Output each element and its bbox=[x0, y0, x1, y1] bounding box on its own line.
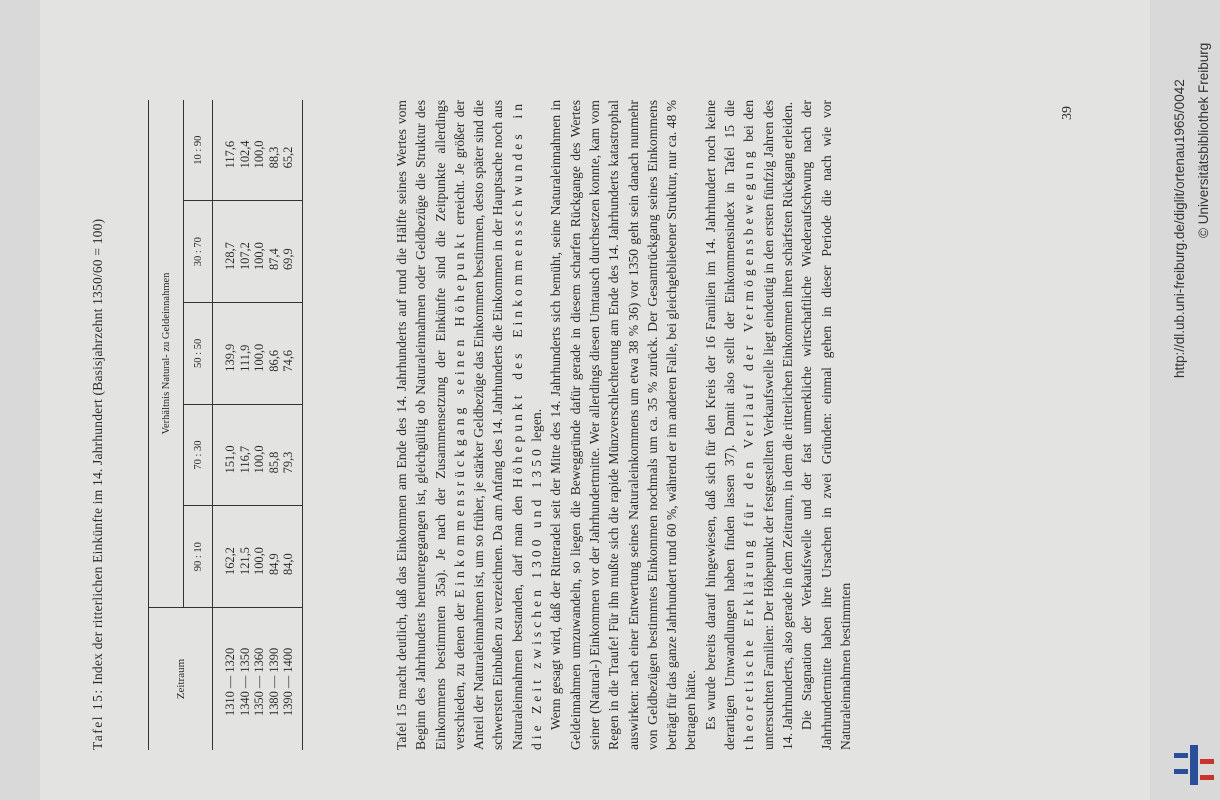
scanned-page bbox=[40, 0, 1150, 800]
side-url-container bbox=[1172, 8, 1194, 378]
value-cell: 86,6 bbox=[267, 303, 282, 405]
value-cell: 87,4 bbox=[267, 201, 282, 303]
period-cell: 1310 — 1320 bbox=[213, 608, 238, 751]
value-cell: 116,7 bbox=[238, 404, 253, 506]
table-row bbox=[267, 100, 282, 750]
text-run: Tafel 15 macht deutlich, daß das Einkommen am Ende des 14. Jahrhunderts auf rund die Hälfte seines Wertes vom Beginn des Jahrhunderts heruntergegangen ist, gleichgültig ob Naturaleinnahmen oder Geldbezüge die Struktur des Einkommens bestimmten 35a). Je nach der Zusammensetzung der Einkünfte sind die Zeitpunkte allerdings verschieden, zu denen der bbox=[394, 100, 467, 750]
value-cell: 107,2 bbox=[238, 201, 253, 303]
table-row bbox=[252, 100, 267, 750]
source-url[interactable]: http://dl.ub.uni-freiburg.de/diglit/ortenau1965/0042 bbox=[1172, 79, 1187, 378]
body-text bbox=[392, 100, 855, 750]
ratio-group-header: Verhältnis Natural- zu Geldeinnahmen bbox=[149, 100, 184, 608]
side-copyright-container bbox=[1196, 8, 1218, 238]
value-cell: 88,3 bbox=[267, 100, 282, 201]
value-cell: 65,2 bbox=[281, 100, 302, 201]
spaced-emphasis: Einkommensrückgang seinen Höhepunkt bbox=[451, 230, 467, 599]
value-cell: 121,5 bbox=[237, 547, 252, 575]
value-cell: 79,3 bbox=[281, 404, 302, 506]
table-row bbox=[238, 100, 253, 750]
period-cell: 1380 — 1390 bbox=[267, 608, 282, 751]
value-cell: 117,6 bbox=[213, 100, 238, 201]
table-caption bbox=[88, 80, 107, 750]
value-cell: 84,0 bbox=[281, 506, 302, 608]
period-cell: 1350 — 1360 bbox=[252, 608, 267, 751]
paragraph bbox=[701, 100, 797, 750]
value-cell: 100,0 bbox=[252, 547, 266, 575]
spaced-emphasis: Höhepunkt des Einkommensschwundes in die Zeit zwischen 1300 und 1350 bbox=[509, 100, 545, 750]
library-logo-icon bbox=[1172, 745, 1216, 785]
value-cell: 151,0 bbox=[213, 404, 238, 506]
table-row bbox=[281, 100, 302, 750]
value-cell: 100,0 bbox=[252, 303, 267, 405]
value-cell: 69,9 bbox=[281, 201, 302, 303]
zeitraum-header: Zeitraum bbox=[149, 608, 213, 751]
spaced-emphasis: theoretische Erklärung für den Verlauf der Vermögensbewegung bbox=[741, 147, 757, 750]
page-number: 39 bbox=[1060, 106, 1075, 120]
paragraph: Die Stagnation der Verkaufswelle und der fast unmerkliche wirtschaftliche Wiederaufschwung nach der Jahrhundertmitte haben ihre Ursachen in zwei Gründen: einmal gehen in dieser Periode die nach wie vor Naturaleinnahmen bestimmten bbox=[799, 100, 853, 750]
column-header: 90 : 10 bbox=[184, 506, 213, 608]
column-header: 70 : 30 bbox=[184, 404, 213, 506]
column-header: 10 : 90 bbox=[184, 100, 213, 201]
value-cell: 74,6 bbox=[281, 303, 302, 405]
text-run: erreicht. Je größer der Anteil der Naturaleinnahmen ist, um so früher, je stärker Geldbezüge das Einkommen bestimmen, desto später sind die schwersten Einbußen zu verzeichnen. Da am Anfang des 14. Jahrhunderts die Einkommen in der Hauptsache noch aus Naturaleinnahmen bestanden, darf man den bbox=[451, 100, 525, 750]
value-cell: 100,0 bbox=[252, 201, 267, 303]
income-index-table bbox=[148, 100, 303, 750]
period-cell: 1340 — 1350 bbox=[238, 608, 253, 751]
value-cell: 100,0 bbox=[252, 100, 267, 201]
value-cell: 102,4 bbox=[238, 100, 253, 201]
copyright-notice: © Universitätsbibliothek Freiburg bbox=[1196, 42, 1211, 238]
paragraph: Wenn gesagt wird, daß der Ritteradel seit der Mitte des 14. Jahrhunderts sich bemüht, seine Naturaleinnahmen in Geldeinnahmen umzuwandeln, so liegen die Beweggründe dafür gerade in diesem scharfen Rückgange des Wertes seiner (Natural-) Einkommen vor der Jahrhundertmitte. Wer allerdings diesen Umtausch durchsetzen konnte, kam vom Regen in die Traufe! Für ihn mußte sich die rapide Münzverschlechterung am Ende des 14. Jahrhunderts katastrophal auswirken: nach einer Entwertung seines Naturaleinkommens um etwa 38 % 36) vor 1350 geht sein danach nunmehr von Geldbezügen bestimmtes Einkommen nochmals um ca. 35 % zurück. Der Gesamtrückgang seines Einkommens beträgt für das ganze Jahrhundert rund 60 %, während er im anderen Falle, bei gleichgebliebener Struktur, nur ca. 48 % betragen hätte. bbox=[548, 100, 699, 750]
column-header: 30 : 70 bbox=[184, 201, 213, 303]
table-row bbox=[213, 100, 238, 750]
text-run: Es wurde bereits darauf hingewiesen, daß sich für den Kreis der 16 Familien im 14. Jahrhundert noch keine derartigen Umwandlungen haben finden lassen 37). Damit also stellt der Einkommensindex in Tafel 15 die bbox=[702, 100, 738, 750]
paragraph bbox=[392, 100, 546, 750]
caption-text: Index der ritterlichen Einkünfte im 14. Jahrhundert (Basisjahrzehnt 1350/60 = 100) bbox=[90, 218, 105, 685]
period-cell: 1390 — 1400 bbox=[281, 608, 302, 751]
value-cell: 162,2 bbox=[223, 547, 237, 575]
value-cell: 84,9 bbox=[266, 553, 281, 575]
value-cell: 128,7 bbox=[213, 201, 238, 303]
value-cell: 100,0 bbox=[252, 404, 267, 506]
value-cell: 85,8 bbox=[267, 404, 282, 506]
column-header: 50 : 50 bbox=[184, 303, 213, 405]
value-cell: 111,9 bbox=[238, 303, 253, 405]
caption-prefix: Tafel 15: bbox=[90, 688, 105, 750]
text-run: bei den untersuchten Familien: Der Höhepunkt der festgestellten Verkaufswelle liegt eindeutig in den ersten fünfzig Jahren des 14. Jahrhunderts, also gerade in dem Zeitraum, in dem die ritterlichen Einkommen ihren schärfsten Rückgang erleiden. bbox=[741, 100, 795, 750]
text-run: legen. bbox=[529, 408, 545, 442]
rotated-page-content bbox=[40, 0, 1150, 800]
value-cell: 139,9 bbox=[213, 303, 238, 405]
